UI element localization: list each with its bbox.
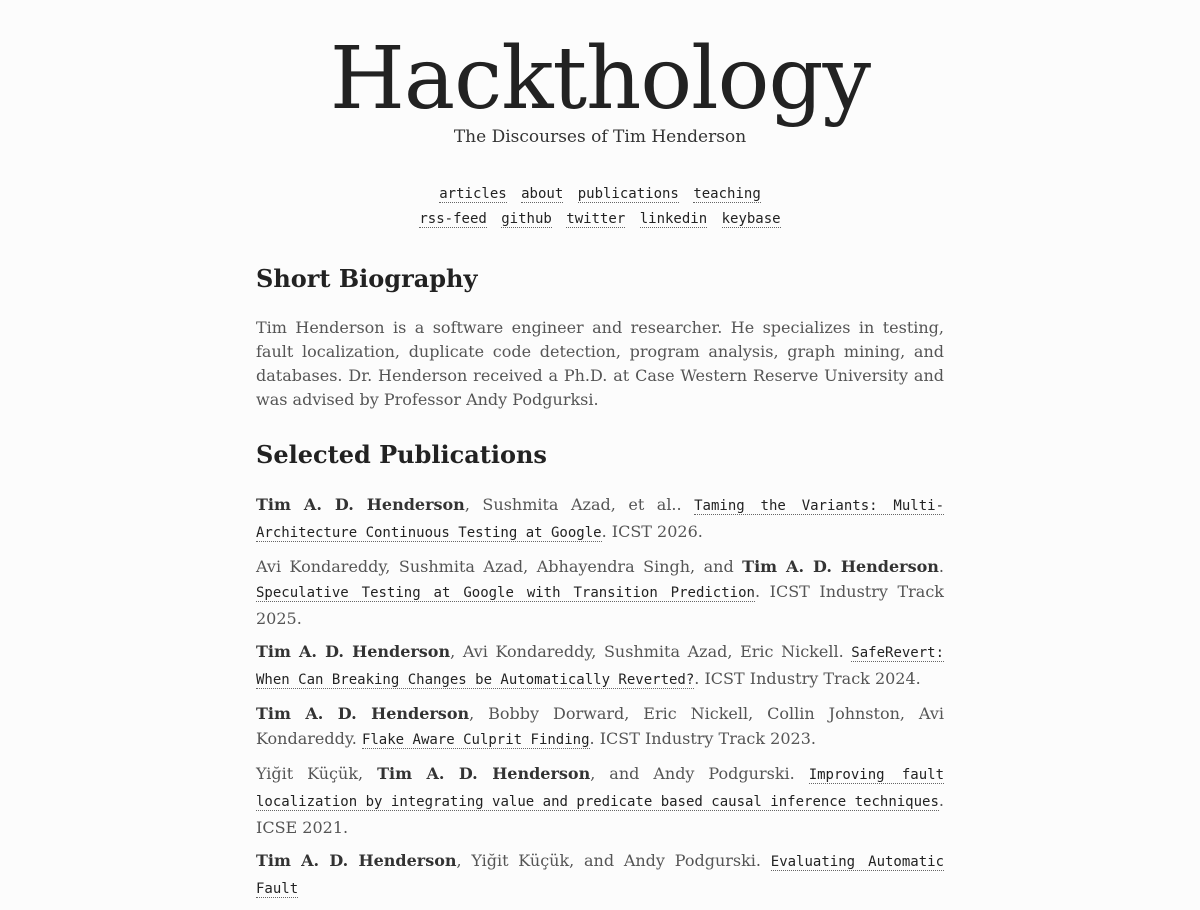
publication-title-link[interactable]: Flake Aware Culprit Finding (361, 732, 590, 748)
main-content (256, 262, 944, 910)
publication-authors-after: , Bobby Dorward, Eric Nickell, Collin Johnston, Avi Kondareddy. (256, 704, 944, 748)
nav-link-github[interactable]: github (501, 211, 552, 227)
publication-list (256, 492, 944, 902)
biography-text: Tim Henderson is a software engineer and researcher. He specializes in testing, fault localization, duplicate code detection, program analysis, graph mining, and databases. Dr. Henderson received a Ph.D. at Case Western Reserve University and was advised by Professor Andy Podgurksi. (256, 318, 944, 409)
publication-title-link[interactable]: Improving fault localization by integrating value and predicate based causal inference techniques (256, 767, 945, 810)
publication-venue: . ICSE 2021. (256, 791, 944, 837)
nav-link-articles[interactable]: articles (439, 186, 507, 202)
publication-title-link[interactable]: Taming the Variants: Multi-Architecture Continuous Testing at Google (256, 498, 944, 541)
publication-venue: . ICST 2026. (601, 522, 703, 541)
publication-author-highlight: Tim A. D. Henderson (742, 557, 939, 576)
nav-link-publications[interactable]: publications (577, 186, 679, 202)
publication-venue: . ICST Industry Track 2024. (694, 669, 921, 688)
publications-heading: Selected Publications (256, 440, 547, 469)
publication-item (256, 492, 944, 546)
publication-venue: . ICST Industry Track 2025. (256, 582, 944, 628)
publication-author-highlight: Tim A. D. Henderson (256, 642, 451, 661)
biography-heading: Short Biography (256, 264, 478, 293)
nav-link-rss-feed[interactable]: rss-feed (419, 211, 487, 227)
publication-venue: . ICST Industry Track 2023. (589, 729, 816, 748)
publication-authors-after: , Sushmita Azad, et al.. (464, 495, 695, 514)
publication-author-highlight: Tim A. D. Henderson (256, 704, 470, 723)
nav-primary (0, 184, 1200, 204)
publication-authors-before: Yiğit Küçük, (256, 764, 378, 783)
site-title[interactable]: Hackthology (329, 29, 871, 129)
publication-author-highlight: Tim A. D. Henderson (377, 764, 591, 783)
publication-item (256, 761, 944, 840)
nav-link-linkedin[interactable]: linkedin (639, 211, 708, 227)
publication-title-link[interactable]: SafeRevert: When Can Breaking Changes be Automatically Reverted? (256, 645, 945, 688)
nav-link-about[interactable]: about (521, 186, 564, 202)
nav-link-keybase[interactable]: keybase (721, 211, 781, 227)
publication-title-link[interactable]: Speculative Testing at Google with Transition Prediction (256, 585, 755, 601)
publication-authors-after: . (938, 557, 944, 576)
publication-authors-after: , Avi Kondareddy, Sushmita Azad, Eric Nickell. (450, 642, 852, 661)
publication-item (256, 701, 944, 753)
nav-secondary (0, 209, 1200, 229)
publication-author-highlight: Tim A. D. Henderson (256, 851, 457, 870)
publication-item (256, 639, 944, 693)
nav-link-twitter[interactable]: twitter (566, 211, 626, 227)
publication-item (256, 554, 944, 631)
publication-authors-after: , and Andy Podgurski. (590, 764, 809, 783)
nav-link-teaching[interactable]: teaching (693, 186, 761, 202)
publication-title-link[interactable]: Evaluating Automatic Fault (256, 854, 945, 897)
site-tagline: The Discourses of Tim Henderson (453, 127, 747, 147)
publication-author-highlight: Tim A. D. Henderson (256, 495, 465, 514)
publication-authors-before: Avi Kondareddy, Sushmita Azad, Abhayendra Singh, and (256, 557, 743, 576)
publication-item (256, 848, 944, 902)
publication-authors-after: , Yiğit Küçük, and Andy Podgurski. (456, 851, 771, 870)
